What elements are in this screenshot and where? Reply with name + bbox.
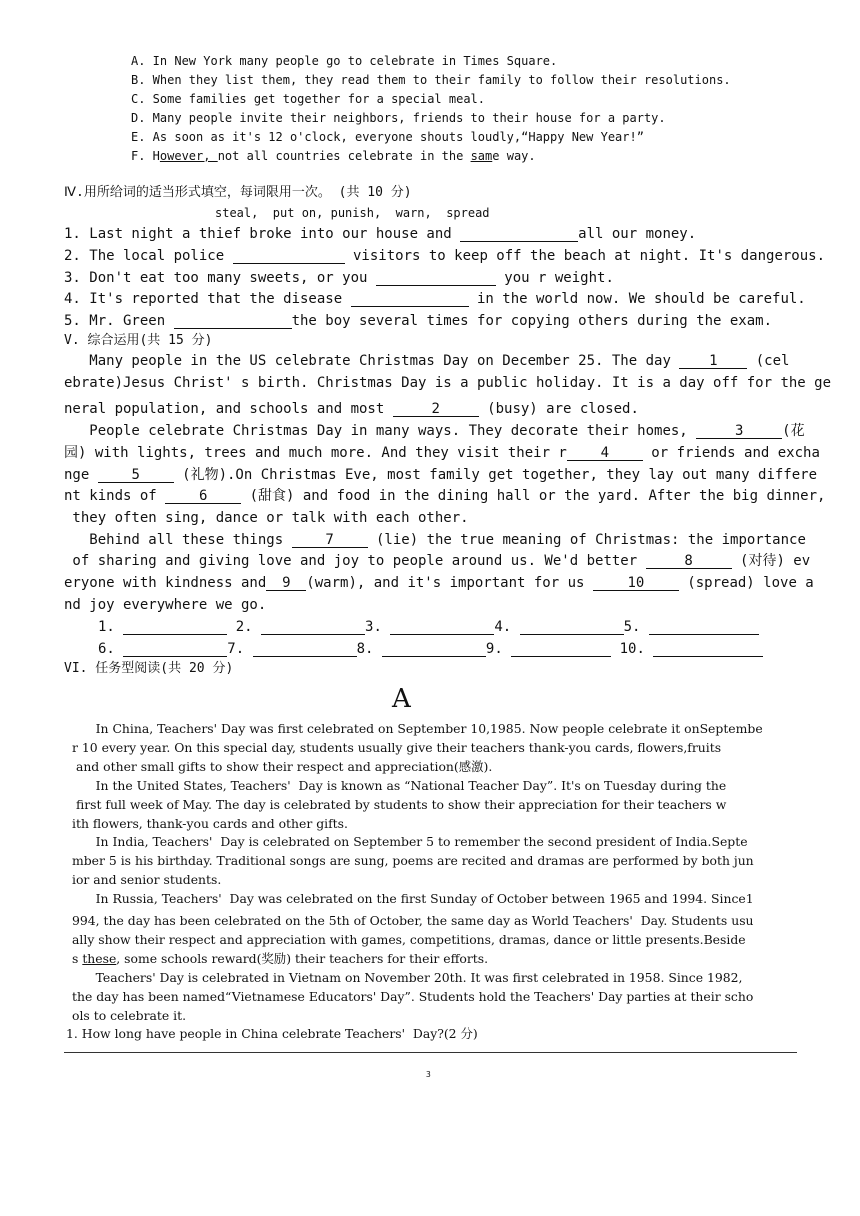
question-1: 1. How long have people in China celebrate Teachers' Day?(2 分) — [66, 1026, 478, 1041]
option-a: A. In New York many people go to celebrate in Times Square. — [131, 54, 558, 68]
cloze-line: Many people in the US celebrate Christmas Day on December 25. The day 1 (cel — [64, 353, 790, 369]
passage-line: mber 5 is his birthday. Traditional songs are sung, poems are recited and dramas are performed by both jun — [72, 853, 754, 868]
passage-line: Teachers' Day is celebrated in Vietnam on November 20th. It was first celebrated in 1958. Since 1982, — [72, 970, 743, 985]
option-b: B. When they list them, they read them to their family to follow their resolutions. — [131, 73, 731, 87]
passage-line: ally show their respect and appreciation with games, competitions, dramas, dance or little presents.Beside — [72, 932, 746, 947]
passage-line: ols to celebrate it. — [72, 1008, 187, 1023]
word-bank: steal, put on, punish, warn, spread — [215, 206, 490, 220]
passage-line: 994, the day has been celebrated on the 5th of October, the same day as World Teachers' Day. Students usu — [72, 913, 754, 928]
option-d: D. Many people invite their neighbors, friends to their house for a party. — [131, 111, 666, 125]
cloze-line: nd joy everywhere we go. — [64, 597, 267, 613]
cloze-line: People celebrate Christmas Day in many ways. They decorate their homes, 3 (花 — [64, 423, 805, 439]
passage-line: first full week of May. The day is celebrated by students to show their appreciation for their teachers w — [72, 797, 727, 812]
section-5-heading: V. 综合运用(共 15 分) — [64, 333, 213, 348]
passage-line: In the United States, Teachers' Day is known as “National Teacher Day”. It's on Tuesday during the — [72, 778, 727, 793]
option-c: C. Some families get together for a special meal. — [131, 92, 486, 106]
fill-item-5: 5. Mr. Green the boy several times for copying others during the exam. — [64, 313, 773, 329]
passage-line: r 10 every year. On this special day, students usually give their teachers thank-you cards, flowers,fruits — [72, 740, 722, 755]
passage-line: In China, Teachers' Day was first celebrated on September 10,1985. Now people celebrate it onSeptembe — [72, 721, 763, 736]
answer-row: 6. 7. 8. 9. 10. — [98, 641, 763, 657]
answer-row: 1. 2. 3. 4. 5. — [98, 619, 759, 635]
option-e: E. As soon as it's 12 o'clock, everyone shouts loudly,“Happy New Year!” — [131, 130, 644, 144]
fill-item-2: 2. The local police visitors to keep off the beach at night. It's dangerous. — [64, 248, 826, 264]
cloze-line: Behind all these things 7 (lie) the true meaning of Christmas: the importance — [64, 532, 806, 548]
cloze-line: ebrate)Jesus Christ' s birth. Christmas Day is a public holiday. It is a day off for the ge — [64, 375, 832, 391]
fill-item-3: 3. Don't eat too many sweets, or you you r weight. — [64, 270, 614, 286]
fill-item-1: 1. Last night a thief broke into our house and all our money. — [64, 226, 697, 242]
passage-line: and other small gifts to show their respect and appreciation(感激). — [72, 759, 493, 774]
fill-item-4: 4. It's reported that the disease in the world now. We should be careful. — [64, 291, 806, 307]
passage-letter: A — [392, 684, 411, 714]
passage-line: the day has been named“Vietnamese Educators' Day”. Students hold the Teachers' Day parties at their scho — [72, 989, 754, 1004]
passage-line: s these, some schools reward(奖励) their teachers for their efforts. — [72, 951, 489, 966]
cloze-line: they often sing, dance or talk with each other. — [64, 510, 469, 526]
section-6-heading: VI. 任务型阅读(共 20 分) — [64, 661, 234, 676]
passage-line: In Russia, Teachers' Day was celebrated on the first Sunday of October between 1965 and 1994. Since1 — [72, 891, 754, 906]
cloze-line: neral population, and schools and most 2 (busy) are closed. — [64, 401, 639, 417]
cloze-line: 园) with lights, trees and much more. And they visit their r 4 or friends and excha — [64, 445, 820, 461]
section-4-heading: Ⅳ.用所给词的适当形式填空，每词限用一次。 (共 10 分) — [64, 185, 412, 200]
page-number: 3 — [426, 1070, 431, 1079]
passage-line: ior and senior students. — [72, 872, 222, 887]
option-f: F. However, not all countries celebrate in the same way. — [131, 149, 536, 163]
passage-line: In India, Teachers' Day is celebrated on September 5 to remember the second president of India.Septe — [72, 834, 748, 849]
footer-divider — [64, 1052, 797, 1053]
cloze-line: nt kinds of 6 (甜食) and food in the dining hall or the yard. After the big dinner, — [64, 488, 826, 504]
passage-line: ith flowers, thank-you cards and other gifts. — [72, 816, 348, 831]
cloze-line: nge 5 (礼物).On Christmas Eve, most family get together, they lay out many differe — [64, 467, 818, 483]
cloze-line: eryone with kindness and 9 (warm), and it's important for us 10 (spread) love a — [64, 575, 814, 591]
cloze-line: of sharing and giving love and joy to people around us. We'd better 8 (对待) ev — [64, 553, 811, 569]
